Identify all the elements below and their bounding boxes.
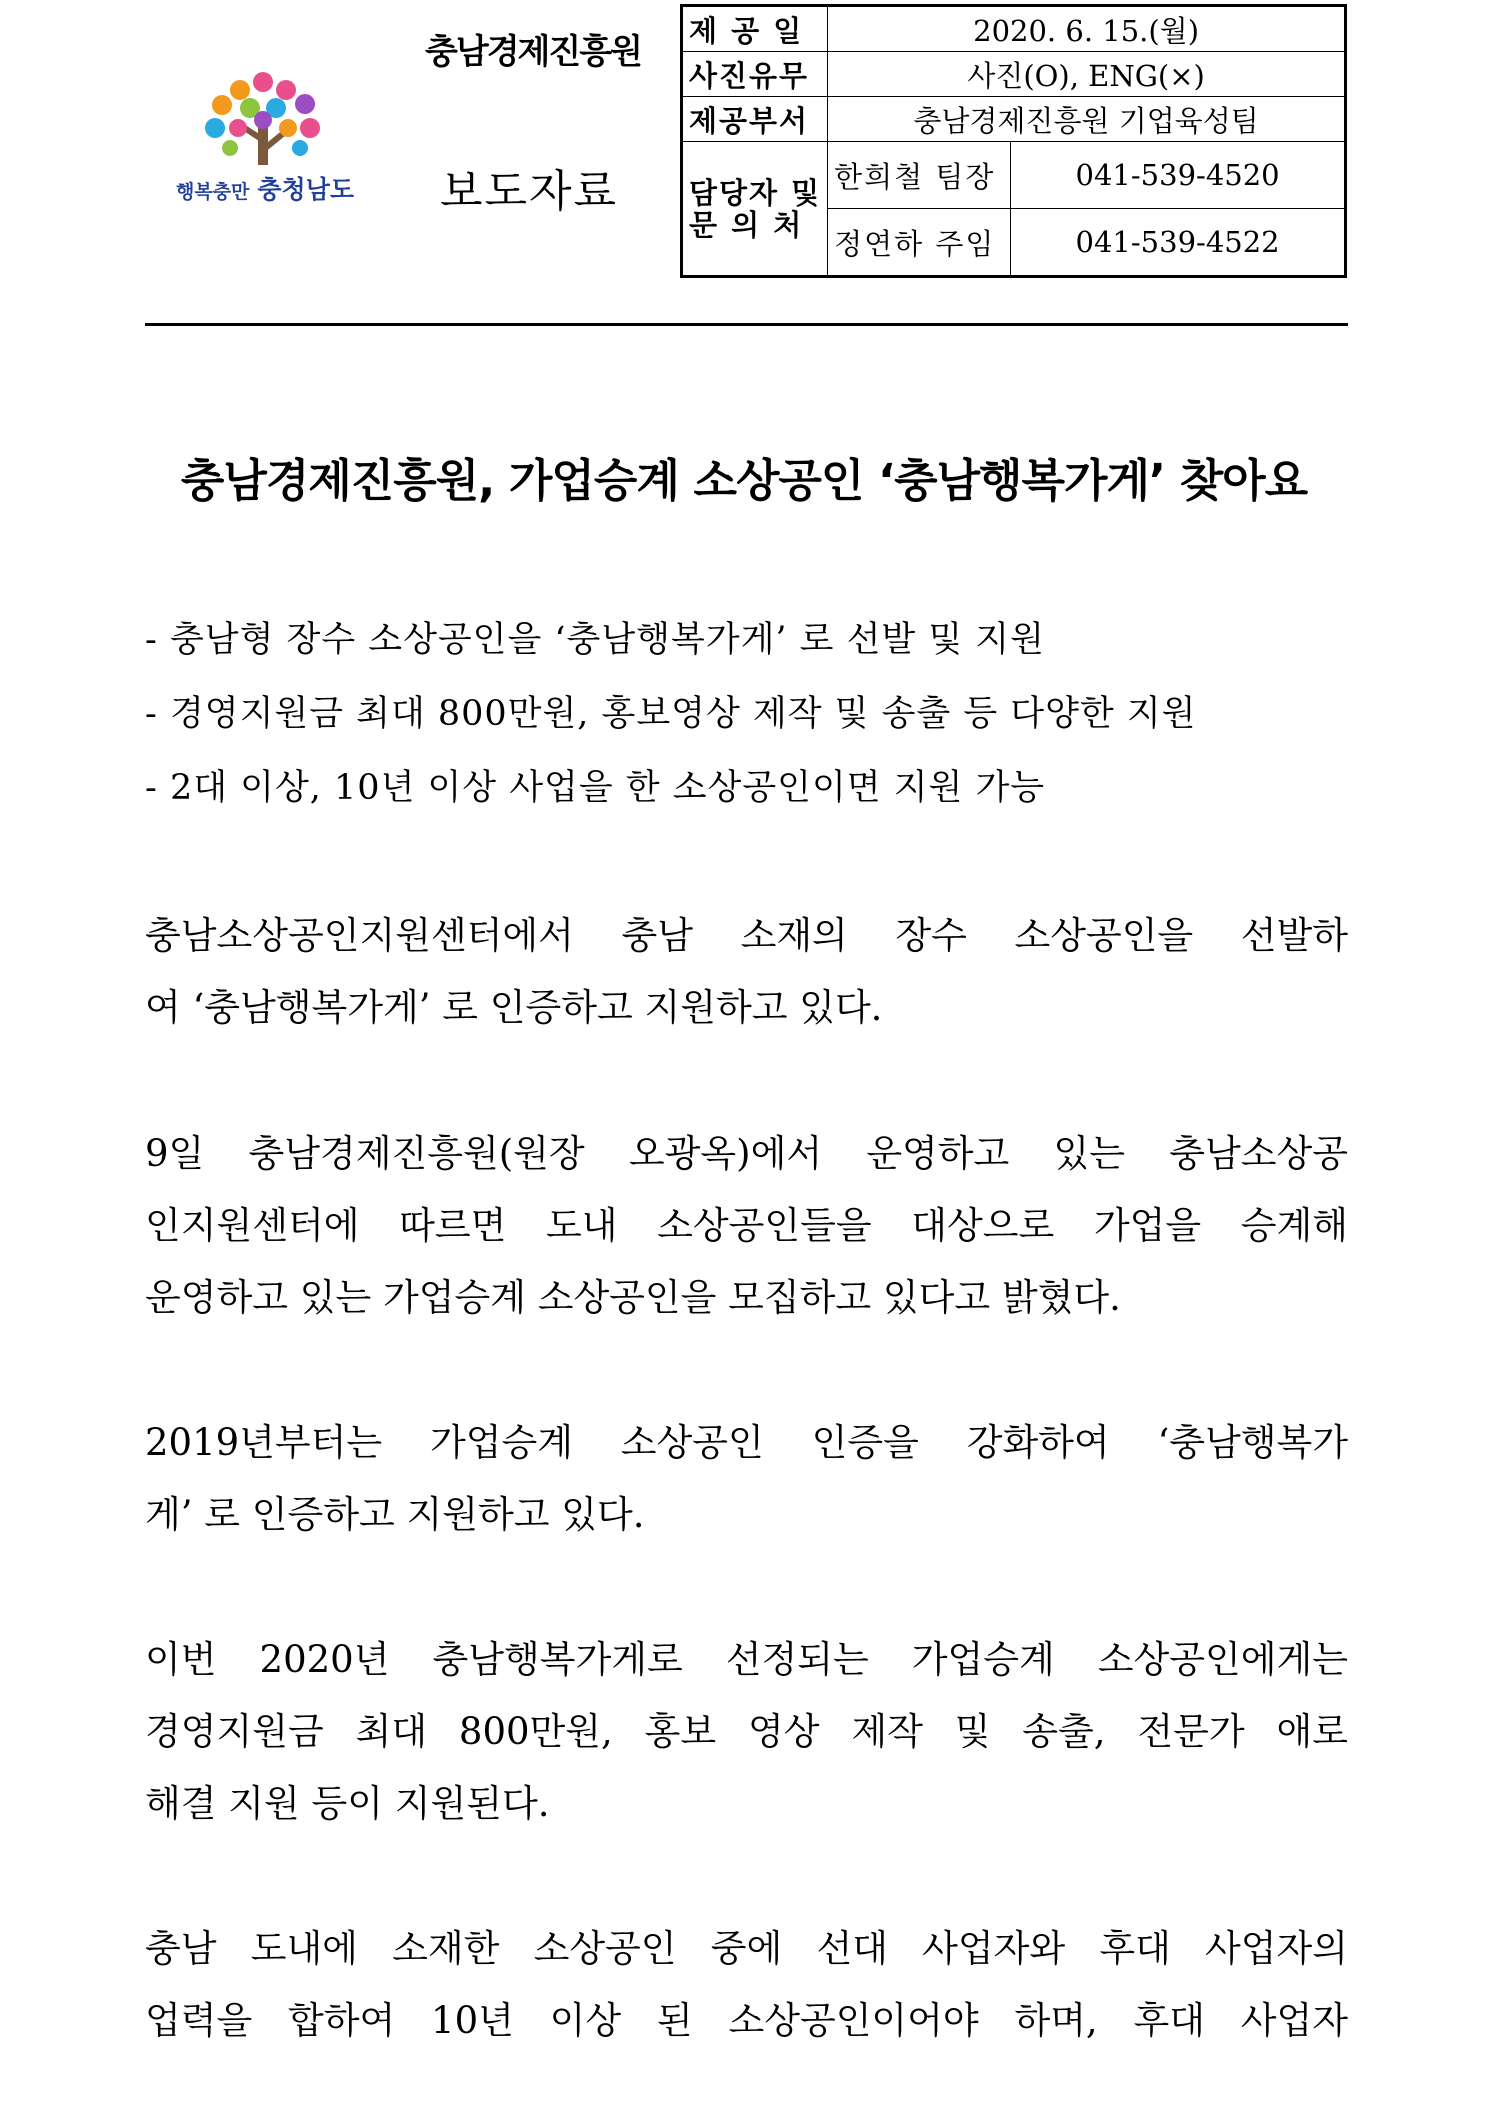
body-paragraph-5 [145,1919,1348,2063]
contact-name-2: 정연하 주임 [828,209,1011,277]
paragraph-line: 운영하고 있는 가업승계 소상공인을 모집하고 있다고 밝혔다. [145,1276,1121,1319]
contact-name-1: 한희철 팀장 [828,142,1011,209]
summary-bullet: - 2대 이상, 10년 이상 사업을 한 소상공인이면 지원 가능 [145,768,1046,808]
paragraph-line: 여 ‘충남행복가게’ 로 인증하고 지원하고 있다. [145,986,883,1029]
paragraph-line: 해결 지원 등이 지원된다. [145,1782,550,1825]
logo-caption-main: 충청남도 [257,175,355,204]
summary-bullet: - 충남형 장수 소상공인을 ‘충남행복가게’ 로 선발 및 지원 [145,620,1045,660]
paragraph-line: 게’ 로 인증하고 지원하고 있다. [145,1493,645,1536]
organization-name: 충남경제진흥원 [425,32,641,72]
summary-bullets [145,610,1355,832]
release-label: 보도자료 [440,166,619,217]
date-label: 제 공 일 [682,6,828,52]
body-paragraph-1 [145,906,1348,1050]
chungnam-logo [160,70,370,220]
dept-value: 충남경제진흥원 기업육성팀 [828,97,1346,142]
paragraph-line: 인지원센터에 따르면 도내 소상공인들을 대상으로 가업을 승계해 [145,1204,1348,1247]
paragraph-line: 충남 도내에 소재한 소상공인 중에 선대 사업자와 후대 사업자의 [145,1927,1348,1970]
release-info-table [680,4,1347,278]
contact-phone-2: 041-539-4522 [1011,209,1346,277]
paragraph-line: 이번 2020년 충남행복가게로 선정되는 가업승계 소상공인에게는 [145,1638,1348,1681]
contact-label-line-2: 문 의 처 [689,207,804,242]
contact-label [682,142,828,277]
contact-phone-1: 041-539-4520 [1011,142,1346,209]
photo-label: 사진유무 [682,52,828,97]
body-paragraph-3 [145,1413,1348,1557]
dept-label: 제공부서 [682,97,828,142]
page-title: 충남경제진흥원, 가업승계 소상공인 ‘충남행복가게’ 찾아요 [180,454,1308,507]
paragraph-line: 충남소상공인지원센터에서 충남 소재의 장수 소상공인을 선발하 [145,914,1348,957]
body-paragraph-2 [145,1124,1348,1340]
logo-caption-small: 행복충만 [175,181,250,203]
body-paragraph-4 [145,1630,1348,1846]
paragraph-line: 2019년부터는 가업승계 소상공인 인증을 강화하여 ‘충남행복가 [145,1421,1348,1464]
contact-label-line-1: 담당자 및 [689,175,822,210]
photo-value: 사진(O), ENG(×) [828,52,1346,97]
date-value: 2020. 6. 15.(월) [828,6,1346,52]
summary-bullet: - 경영지원금 최대 800만원, 홍보영상 제작 및 송출 등 다양한 지원 [145,694,1197,734]
paragraph-line: 업력을 합하여 10년 이상 된 소상공인이어야 하며, 후대 사업자 [145,1999,1348,2042]
header-divider [145,323,1348,326]
logo-caption [160,170,370,206]
paragraph-line: 경영지원금 최대 800만원, 홍보 영상 제작 및 송출, 전문가 애로 [145,1710,1348,1753]
paragraph-line: 9일 충남경제진흥원(원장 오광옥)에서 운영하고 있는 충남소상공 [145,1132,1348,1175]
tree-logo-icon [160,70,370,170]
